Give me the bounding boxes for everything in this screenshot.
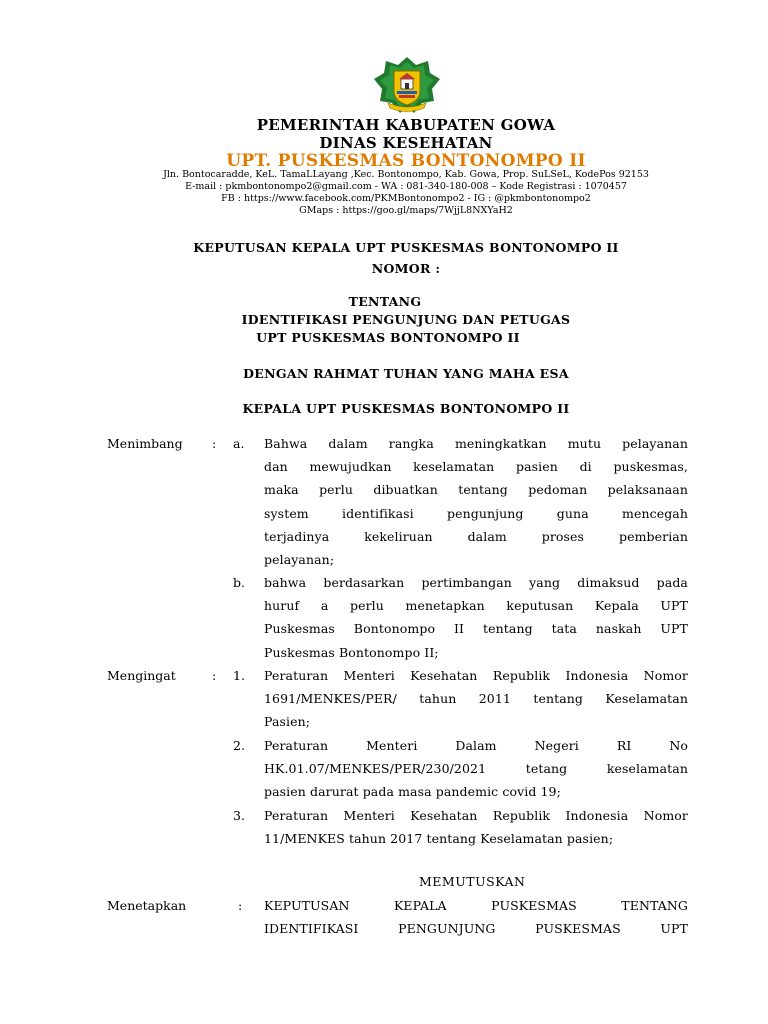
- paragraph-line: dan mewujudkan keselamatan pasien di puskesmas,: [264, 459, 688, 475]
- paragraph-line: terjadinya kekeliruan dalam proses pemberian: [264, 528, 688, 544]
- decree-about-heading: TENTANG: [348, 294, 422, 309]
- menimbang-item: [264, 571, 688, 664]
- paragraph-line: Puskesmas Bontonompo II;: [264, 644, 439, 660]
- mengingat-item-marker: 2.: [233, 738, 245, 753]
- paragraph-line: system identifikasi pengunjung guna mencegah: [264, 505, 688, 521]
- paragraph-line: Peraturan Menteri Dalam Negeri RI No: [264, 738, 688, 753]
- decree-subject-line2: UPT PUSKESMAS BONTONOMPO II: [256, 330, 520, 345]
- letterhead-institution: UPT. PUSKESMAS BONTONOMPO II: [226, 151, 586, 171]
- paragraph-line: Pasien;: [264, 714, 311, 730]
- decree-title: KEPUTUSAN KEPALA UPT PUSKESMAS BONTONOMPO II: [193, 240, 619, 255]
- menetapkan-text: [264, 894, 688, 940]
- menimbang-item-marker: a.: [233, 436, 245, 451]
- letterhead-government: PEMERINTAH KABUPATEN GOWA: [256, 116, 556, 134]
- letterhead-maps: GMaps : https://goo.gl/maps/7WjjL8NXYaH2: [299, 205, 513, 216]
- menimbang-colon: :: [212, 436, 217, 451]
- letterhead-social: FB : https://www.facebook.com/PKMBontonompo2 - IG : @pkmbontonompo2: [221, 193, 591, 204]
- mengingat-item: [264, 664, 688, 734]
- letterhead-department: DINAS KESEHATAN: [319, 134, 493, 152]
- mengingat-colon: :: [212, 668, 217, 683]
- paragraph-line: Puskesmas Bontonompo II tentang tata naskah UPT: [264, 621, 688, 637]
- memutuskan-heading: MEMUTUSKAN: [419, 874, 526, 889]
- paragraph-line: 1691/MENKES/PER/ tahun 2011 tentang Keselamatan: [264, 691, 688, 707]
- issuer-heading: KEPALA UPT PUSKESMAS BONTONOMPO II: [242, 401, 570, 416]
- mengingat-item-marker: 1.: [233, 668, 245, 683]
- letterhead-address: Jln. Bontocaradde, KeL. TamaLLayang ,Kec. Bontonompo, Kab. Gowa, Prop. SuLSeL, KodePos 92153: [163, 169, 649, 180]
- decree-number: NOMOR :: [371, 261, 441, 276]
- paragraph-line: 11/MENKES tahun 2017 tentang Keselamatan pasien;: [264, 831, 614, 847]
- bontonompo-gowa-crest-icon: [372, 55, 442, 117]
- paragraph-line: Bahwa dalam rangka meningkatkan mutu pelayanan: [264, 436, 688, 451]
- menimbang-label: Menimbang: [107, 436, 183, 451]
- paragraph-line: pasien darurat pada masa pandemic covid 19;: [264, 784, 561, 800]
- menetapkan-label: Menetapkan: [107, 898, 187, 913]
- decree-subject-line1: IDENTIFIKASI PENGUNJUNG DAN PETUGAS: [241, 312, 571, 327]
- letterhead-contact: E-mail : pkmbontonompo2@gmail.com - WA : 081-340-180-008 – Kode Registrasi : 1070457: [185, 181, 627, 192]
- mengingat-item: [264, 734, 688, 804]
- paragraph-line: maka perlu dibuatkan tentang pedoman pelaksanaan: [264, 482, 688, 498]
- paragraph-line: huruf a perlu menetapkan keputusan Kepala UPT: [264, 598, 688, 614]
- paragraph-line: HK.01.07/MENKES/PER/230/2021 tetang keselamatan: [264, 761, 688, 777]
- paragraph-line: pelayanan;: [264, 552, 335, 568]
- menimbang-item: [264, 432, 688, 571]
- menetapkan-colon: :: [238, 898, 243, 913]
- paragraph-line: bahwa berdasarkan pertimbangan yang dimaksud pada: [264, 575, 688, 590]
- menimbang-item-marker: b.: [233, 575, 245, 590]
- paragraph-line: Peraturan Menteri Kesehatan Republik Indonesia Nomor: [264, 808, 688, 823]
- mengingat-item: [264, 804, 688, 850]
- paragraph-line: KEPUTUSAN KEPALA PUSKESMAS TENTANG: [264, 898, 688, 913]
- mengingat-label: Mengingat: [107, 668, 176, 683]
- paragraph-line: Peraturan Menteri Kesehatan Republik Indonesia Nomor: [264, 668, 688, 683]
- mengingat-item-marker: 3.: [233, 808, 245, 823]
- preamble-blessing: DENGAN RAHMAT TUHAN YANG MAHA ESA: [243, 366, 569, 381]
- paragraph-line: IDENTIFIKASI PENGUNJUNG PUSKESMAS UPT: [264, 921, 688, 937]
